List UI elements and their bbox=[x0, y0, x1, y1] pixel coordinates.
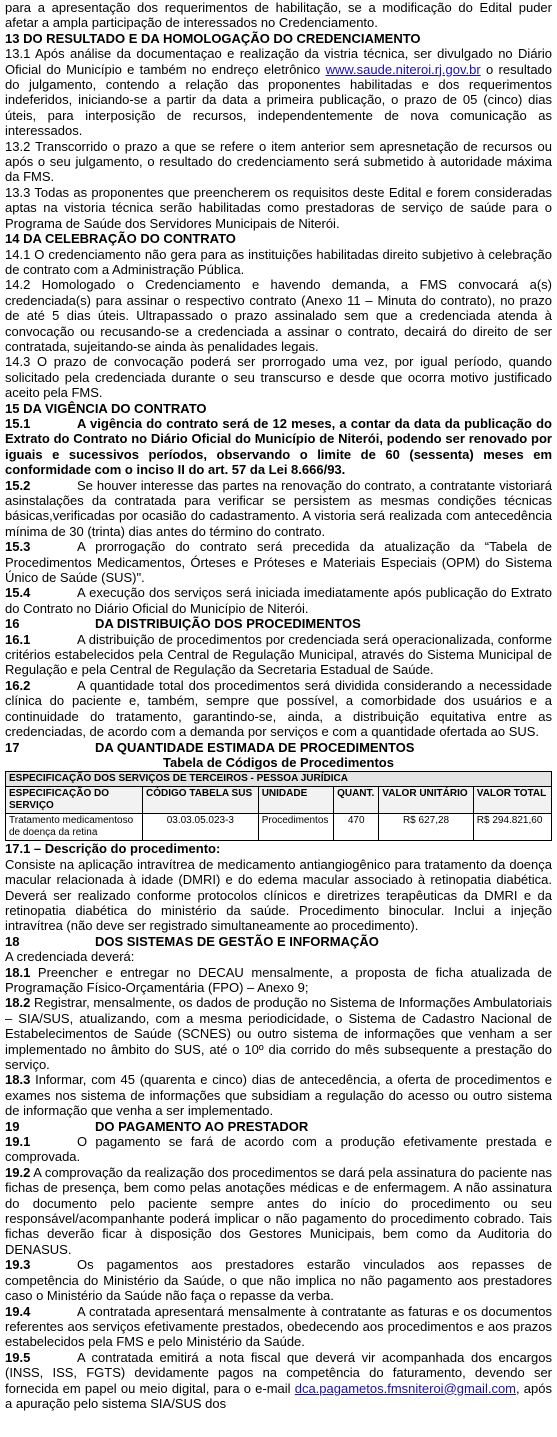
item-number: 19.5 bbox=[5, 1349, 31, 1365]
section-number: 18 bbox=[5, 933, 20, 949]
email-link[interactable]: dca.pagametos.fmsniteroi@gmail.com bbox=[294, 1380, 517, 1396]
paragraph-19-1 bbox=[5, 1134, 552, 1165]
cell-unit: Procedimentos bbox=[258, 814, 333, 841]
section-number: 16 bbox=[5, 616, 20, 632]
paragraph-15-3 bbox=[5, 539, 552, 585]
paragraph-13-2: 13.2 Transcorrido o prazo a que se refere o item anterior sem apresnetação de recursos ou após o seu julgamento, o resultado do credenciamento será submetido à autoridade máxima da FMS. bbox=[5, 138, 552, 185]
text-18-3: Informar, com 45 (quarenta e cinco) dias de antecedência, a oferta de procedimentos e exames nos sistema de informações que subsidiam a regulação do acesso ou outro sistema de informação que venha a ser implementado. bbox=[5, 1072, 552, 1119]
item-number: 15.2 bbox=[5, 477, 31, 493]
col-header-unit: UNIDADE bbox=[258, 787, 333, 814]
text-19-5b: , após a apuração pelo sistema SIA/SUS dos bbox=[5, 1380, 552, 1411]
section-number: 19 bbox=[5, 1118, 20, 1134]
cell-code: 03.03.05.023-3 bbox=[143, 814, 259, 841]
paragraph-18-1 bbox=[5, 965, 552, 996]
text-19-1: O pagamento se fará de acordo com a produção efetivamente prestada e comprovada. bbox=[5, 1134, 552, 1165]
text-13-1b: o resultado do julgamento, contendo a relação das proponentes habilitadas e dos requerimentos indeferidos, iniciando-se a partir da data a primeira publicação, o prazo de 05 (cinco) dias úteis, para interposição de recursos, independentemente de nova comunicação as interessados. bbox=[5, 61, 553, 139]
paragraph-16-1 bbox=[5, 632, 552, 678]
item-number: 15.4 bbox=[5, 585, 31, 601]
paragraph-14-1: 14.1 O credenciamento não gera para as instituições habilitadas direito subjetivo à celebração de contrato com a Administração Pública. bbox=[5, 246, 552, 277]
item-number: 16.2 bbox=[5, 677, 31, 693]
paragraph-14-3: 14.3 O prazo de convocação poderá ser prorrogado uma vez, por igual período, quando solicitado pela credenciada durante o seu transcurso e desde que ocorra motivo justificado aceito pela FMS. bbox=[5, 354, 552, 401]
heading-18 bbox=[5, 934, 552, 949]
heading-17 bbox=[5, 740, 552, 755]
paragraph-13-3: 13.3 Todas as proponentes que preencherem os requisitos deste Edital e forem consideradas aptas na vistoria técnica serão habilitadas como prestadoras de serviço de saúde para o Programa de Saúde dos Servidores Municipais de Niterói. bbox=[5, 184, 552, 231]
heading-14: 14 DA CELEBRAÇÃO DO CONTRATO bbox=[5, 231, 236, 247]
cell-total: R$ 294.821,60 bbox=[473, 814, 551, 841]
website-link[interactable]: www.saude.niteroi.rj.gov.br bbox=[325, 61, 481, 77]
section-number: 17 bbox=[5, 739, 20, 755]
text-13-1a: 13.1 Após análise da documentaçao e realização da vistria técnica, ser divulgado no Diário Oficial do Município e também no endreço eletrônico bbox=[5, 46, 552, 77]
table-title: ESPECIFICAÇÃO DOS SERVIÇOS DE TERCEIROS - PESSOA JURÍDICA bbox=[6, 772, 552, 787]
item-number: 19.1 bbox=[5, 1134, 31, 1150]
text-16-2: A quantidade total dos procedimentos será dividida considerando a necessidade clínica do paciente e, também, sempre que possível, a comorbidade dos usuários e a continuidade do tratamento, garantindo-se, ainda, a distribuição equitativa entre as credenciadas, de acordo com a demanda por serviços e com a quantidade ofertada ao SUS. bbox=[5, 677, 552, 740]
item-number: 19.3 bbox=[5, 1257, 31, 1273]
section-title: DA QUANTIDADE ESTIMADA DE PROCEDIMENTOS bbox=[95, 739, 415, 755]
paragraph-15-2 bbox=[5, 478, 552, 540]
paragraph-intro: para a apresentação dos requerimentos de habilitação, se a modificação do Edital puder afetar a ampla participação de interessados no Credenciamento. bbox=[5, 0, 552, 31]
table-caption: Tabela de Códigos de Procedimentos bbox=[163, 754, 394, 770]
table-header-row bbox=[6, 787, 552, 814]
paragraph-19-4 bbox=[5, 1304, 552, 1350]
procedures-table bbox=[5, 771, 552, 841]
col-header-code: CÓDIGO TABELA SUS bbox=[143, 787, 259, 814]
paragraph-18-3 bbox=[5, 1072, 552, 1118]
section-title: DO PAGAMENTO AO PRESTADOR bbox=[95, 1118, 309, 1134]
item-number: 18.1 bbox=[5, 964, 31, 980]
heading-19 bbox=[5, 1119, 552, 1134]
cell-service: Tratamento medicamentoso de doença da retina bbox=[6, 814, 143, 841]
paragraph-13-1 bbox=[5, 46, 552, 138]
text-19-4: A contratada apresentará mensalmente à contratante as faturas e os documentos referentes aos serviços efetivamente prestados, obedecendo aos procedimentos e aos prazos estabelecidos pela FMS e pelo Ministério da Saúde. bbox=[5, 1303, 552, 1350]
text-15-1: A vigência do contrato será de 12 meses, a contar da data da publicação do Extrato do Contrato no Diário Oficial do Município de Niterói, podendo ser renovado por iguais e sucessivos períodos, observando o limite de 60 (sessenta) meses em conformidade com o inciso II do art. 57 da Lei 8.666/93. bbox=[5, 415, 552, 478]
text-16-1: A distribuição de procedimentos por credenciada será operacionalizada, conforme critérios estabelecidos pela Central de Regulação Municipal, através do Sistema Municipal de Regulação e pela Central de Regulação da Secretaria Estadual de Saúde. bbox=[5, 631, 552, 678]
heading-16 bbox=[5, 616, 552, 631]
paragraph-18-2 bbox=[5, 995, 552, 1072]
text-19-2: A comprovação da realização dos procedimentos se dará pela assinatura do paciente nas fichas de presença, bem como pelas anotações médicas e de enfermagem. A não assinatura do documento pelo paciente sempre antes do início do procedimento ou seu responsável/acompanhante poderá implicar o não pagamento do procedimento cobrado. Tais fichas deverão ficar à disposição dos Gestores Municipais, bem como da Auditoria do DENASUS. bbox=[5, 1164, 552, 1257]
item-number: 15.3 bbox=[5, 539, 31, 555]
text-15-3: A prorrogação do contrato será precedida da atualização da “Tabela de Procedimentos Medicamentos, Órteses e Próteses e Materiais Especiais (OPM) do Sistema Único de Saúde (SUS)". bbox=[5, 539, 552, 586]
heading-13: 13 DO RESULTADO E DA HOMOLOGAÇÃO DO CREDENCIAMENTO bbox=[5, 30, 421, 46]
item-number: 18.2 bbox=[5, 995, 31, 1011]
text-15-2: Se houver interesse das partes na renovação do contrato, a contratante vistoriará asinstalações da contratada para verificar se persistem as mesmas condições técnicas básicas,verificadas por ocasião do cadastramento. A vistoria será realizada com antecedência mínima de 30 (trinta) dias antes do término do contrato. bbox=[5, 477, 552, 539]
paragraph-15-4 bbox=[5, 585, 552, 616]
item-number: 19.4 bbox=[5, 1303, 31, 1319]
cell-qty: 470 bbox=[334, 814, 379, 841]
text-15-4: A execução dos serviços será iniciada imediatamente após publicação do Extrato do Contrato no Diário Oficial do Município de Niterói. bbox=[5, 585, 552, 616]
col-header-total: VALOR TOTAL bbox=[473, 787, 551, 814]
paragraph-17-1: Consiste na aplicação intravítrea de medicamento antiangiogênico para tratamento da doença macular relacionada à idade (DMRI) e do edema macular associado à retinopatia diabética. Deverá ser realizado conforme protocolos clínicos e diretrizes terapêuticas da DMRI e da retinopatia diabética do ministério da saúde. Procedimento binocular. Inclui a injeção intravítrea (não deve ser registrado simultaneamente ao procedimento). bbox=[5, 856, 552, 934]
item-number: 18.3 bbox=[5, 1072, 31, 1088]
item-number: 15.1 bbox=[5, 415, 31, 431]
paragraph-15-1 bbox=[5, 416, 552, 478]
heading-17-1: 17.1 – Descrição do procedimento: bbox=[5, 841, 221, 857]
table-row bbox=[6, 814, 552, 841]
col-header-qty: QUANT. bbox=[334, 787, 379, 814]
section-title: DOS SISTEMAS DE GESTÃO E INFORMAÇÃO bbox=[95, 933, 379, 949]
paragraph-16-2 bbox=[5, 678, 552, 740]
text-18-1: Preencher e entregar no DECAU mensalmente, a proposta de ficha atualizada de Programação Físico-Orçamentária (FPO) – Anexo 9; bbox=[5, 964, 552, 995]
paragraph-14-2: 14.2 Homologado o Credenciamento e havendo demanda, a FMS convocará a(s) credenciada(s) para assinar o respectivo contrato (Anexo 11 – Minuta do contrato), no prazo de até 5 dias úteis. Ultrapassado o prazo assinalado sem que a credenciada atenda à convocação ou recusando-se a credenciada a assinar o contrato, decairá do direito de ser contratada, sujeitando-se ainda às penalidades legais. bbox=[5, 277, 552, 354]
paragraph-19-5 bbox=[5, 1350, 552, 1412]
col-header-unit-value: VALOR UNITÁRIO bbox=[379, 787, 473, 814]
text-19-5a: A contratada emitirá a nota fiscal que deverá vir acompanhada dos encargos (INSS, ISS, FGTS) devidamente pagos na competência do faturamento, devendo ser fornecida em papel ou meio digital, para o e-mail bbox=[5, 1349, 552, 1396]
paragraph-18-intro: A credenciada deverá: bbox=[5, 949, 135, 965]
item-number: 19.2 bbox=[5, 1164, 31, 1180]
paragraph-19-2 bbox=[5, 1165, 552, 1257]
col-header-service: ESPECIFICAÇÃO DO SERVIÇO bbox=[6, 787, 143, 814]
text-19-3: Os pagamentos aos prestadores estarão vinculados aos repasses de competência do Ministério da Saúde, o que não implica no não pagamento aos prestadores caso o Ministério da Saúde não faça o repasse da verba. bbox=[5, 1257, 552, 1304]
paragraph-19-3 bbox=[5, 1257, 552, 1303]
text-18-2: Registrar, mensalmente, os dados de produção no Sistema de Informações Ambulatoriais – SIA/SUS, atualizando, com a mesma periodicidade, o Sistema de Cadastro Nacional de Estabelecimentos de Saúde (SCNES) ou outro sistema de informações que venham a ser implementado no âmbito do SUS, até o 10º dia corrido do mês subsequente a prestação do serviço. bbox=[5, 995, 552, 1072]
heading-15: 15 DA VIGÊNCIA DO CONTRATO bbox=[5, 400, 207, 416]
section-title: DA DISTRIBUIÇÃO DOS PROCEDIMENTOS bbox=[95, 616, 361, 632]
item-number: 16.1 bbox=[5, 631, 31, 647]
cell-unit-value: R$ 627,28 bbox=[379, 814, 473, 841]
